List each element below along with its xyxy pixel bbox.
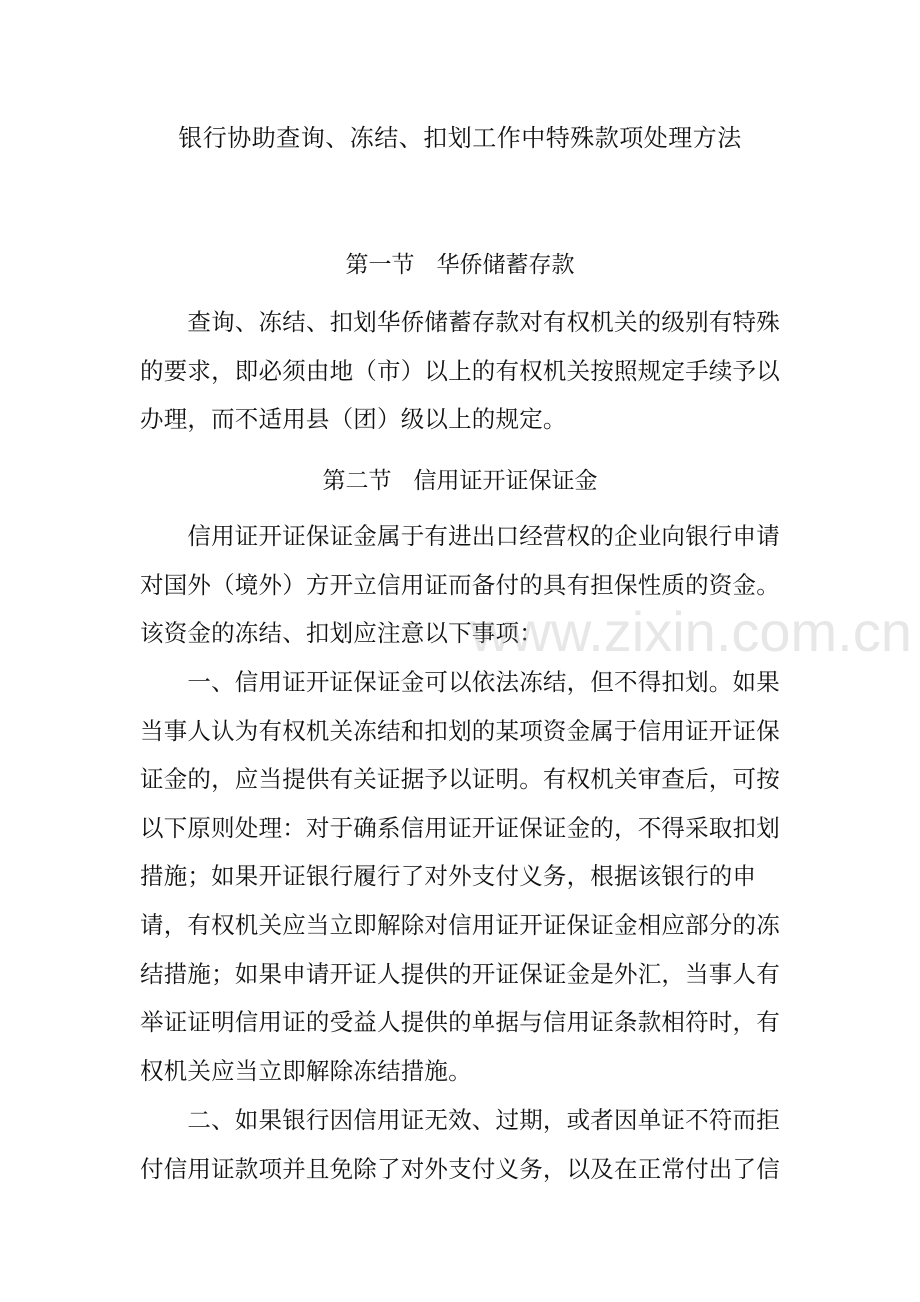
text-line: 查询、冻结、扣划华侨储蓄存款对有权机关的级别有特殊 [140, 308, 780, 336]
text-line: 的要求，即必须由地（市）以上的有权机关按照规定手续予以 [140, 356, 780, 385]
document-title: 银行协助查询、冻结、扣划工作中特殊款项处理方法 [178, 124, 742, 152]
text-line: 证金的，应当提供有关证据予以证明。有权机关审查后，可按 [140, 765, 780, 794]
text-line: 该资金的冻结、扣划应注意以下事项： [140, 619, 543, 648]
text-line: 信用证开证保证金属于有进出口经营权的企业向银行申请 [140, 522, 780, 550]
text-line: 一、信用证开证保证金可以依法冻结，但不得扣划。如果 [140, 668, 780, 696]
watermark: www.zixin.com.cn [470, 600, 912, 663]
section-title: 华侨储蓄存款 [436, 252, 575, 278]
text-line: 对国外（境外）方开立信用证而备付的具有担保性质的资金。 [140, 570, 780, 599]
text-line: 请，有权机关应当立即解除对信用证开证保证金相应部分的冻 [140, 910, 780, 939]
paragraph [140, 298, 780, 444]
section-heading-2 [0, 463, 920, 499]
text-line: 举证证明信用证的受益人提供的单据与信用证条款相符时，有 [140, 1008, 780, 1037]
section-number: 第一节 [345, 252, 415, 278]
paragraph [140, 1096, 780, 1193]
text-line: 权机关应当立即解除冻结措施。 [140, 1056, 472, 1085]
text-line: 以下原则处理：对于确系信用证开证保证金的，不得采取扣划 [140, 813, 780, 842]
text-line: 当事人认为有权机关冻结和扣划的某项资金属于信用证开证保 [140, 716, 780, 745]
text-line: 结措施；如果申请开证人提供的开证保证金是外汇，当事人有 [140, 959, 780, 988]
paragraph [140, 512, 780, 658]
text-line: 二、如果银行因信用证无效、过期，或者因单证不符而拒 [140, 1106, 780, 1134]
section-heading-1 [0, 247, 920, 283]
section-title: 信用证开证保证金 [413, 468, 598, 494]
paragraph [140, 658, 780, 1095]
text-line: 办理，而不适用县（团）级以上的规定。 [140, 405, 567, 434]
text-line: 付信用证款项并且免除了对外支付义务，以及在正常付出了信 [140, 1154, 780, 1183]
text-line: 措施；如果开证银行履行了对外支付义务，根据该银行的申 [140, 862, 757, 891]
section-number: 第二节 [322, 468, 392, 494]
